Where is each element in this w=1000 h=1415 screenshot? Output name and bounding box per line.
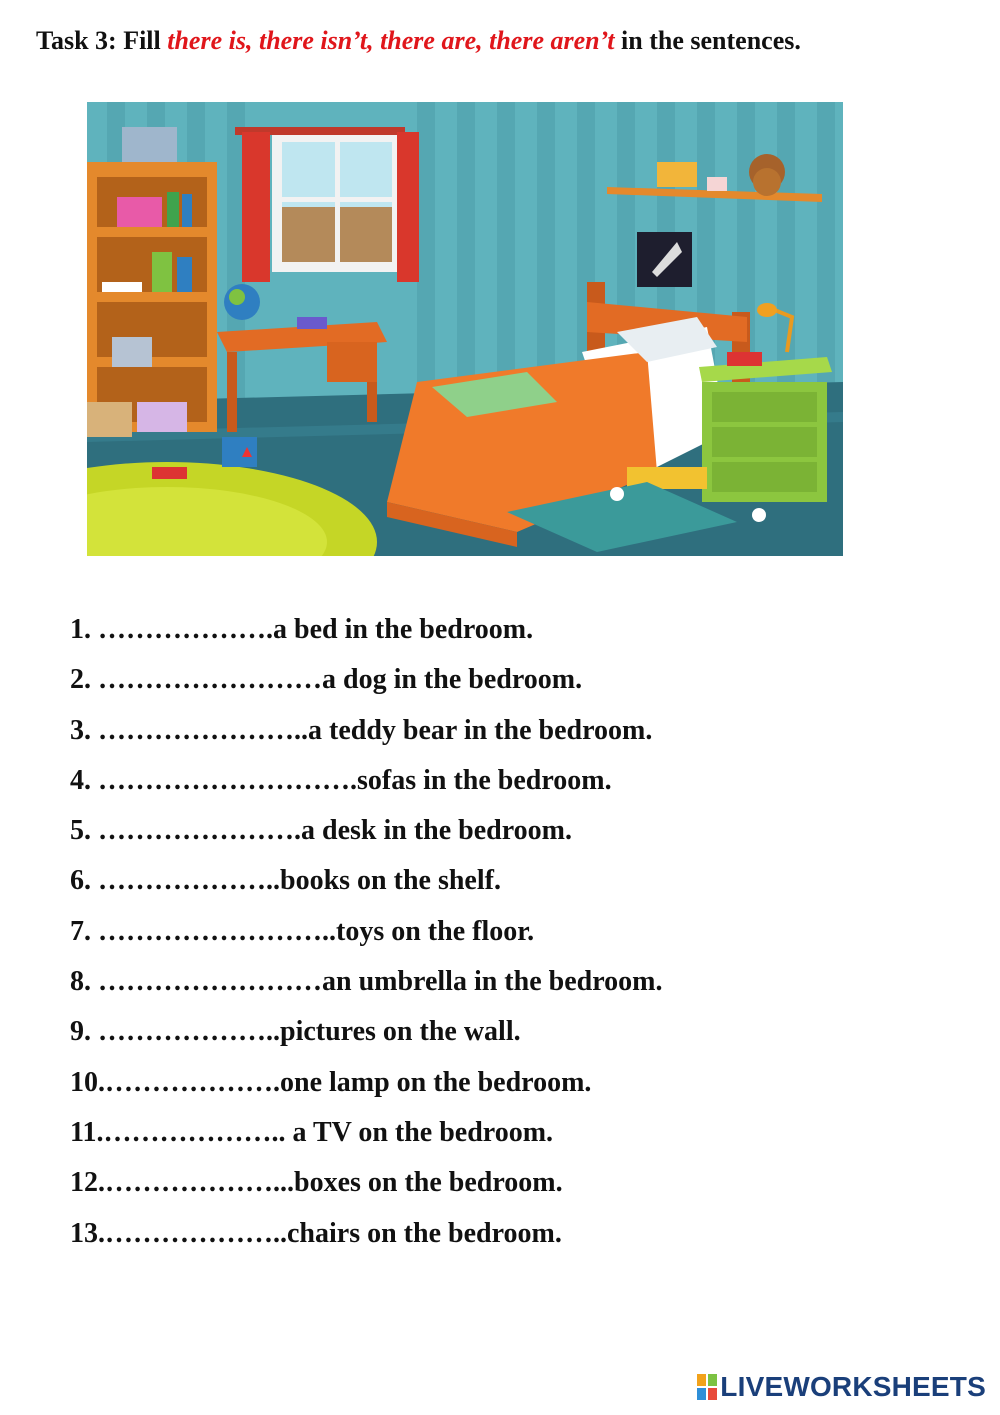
brand-name: LIVEWORKSHEETS <box>720 1371 986 1402</box>
liveworksheets-logo <box>697 1371 986 1403</box>
bedroom-illustration <box>87 102 843 556</box>
sentence-item[interactable]: 3. …………………..a teddy bear in the bedroom. <box>70 714 653 746</box>
sentence-item[interactable]: 5. ………………….a desk in the bedroom. <box>70 815 572 847</box>
task-suffix: in the sentences. <box>614 26 801 55</box>
sentence-item[interactable]: 11.……………….. a TV on the bedroom. <box>70 1116 554 1148</box>
sentence-list <box>70 608 662 1262</box>
sentence-item[interactable]: 1. ……………….a bed in the bedroom. <box>70 614 534 645</box>
sentence-item[interactable]: 9. ………………..pictures on the wall. <box>70 1016 521 1048</box>
sentence-item[interactable]: 6. ………………..books on the shelf. <box>70 865 501 897</box>
sentence-item[interactable]: 10.……………….one lamp on the bedroom. <box>70 1066 592 1098</box>
sentence-item[interactable]: 8. ……………………an umbrella in the bedroom. <box>70 966 663 998</box>
sentence-item[interactable]: 7. ……………………..toys on the floor. <box>70 915 535 947</box>
sentence-item[interactable]: 4. ……………………….sofas in the bedroom. <box>70 764 612 796</box>
task-phrases: there is, there isn’t, there are, there aren’t <box>167 26 615 55</box>
liveworksheets-logo-icon <box>697 1374 717 1400</box>
sentence-item[interactable]: 13.………………..chairs on the bedroom. <box>70 1217 562 1249</box>
sentence-item[interactable]: 12.………………...boxes on the bedroom. <box>70 1167 563 1199</box>
task-title <box>36 26 801 56</box>
sentence-item[interactable]: 2. ……………………a dog in the bedroom. <box>70 664 583 696</box>
task-prefix: Task 3: Fill <box>36 26 168 55</box>
